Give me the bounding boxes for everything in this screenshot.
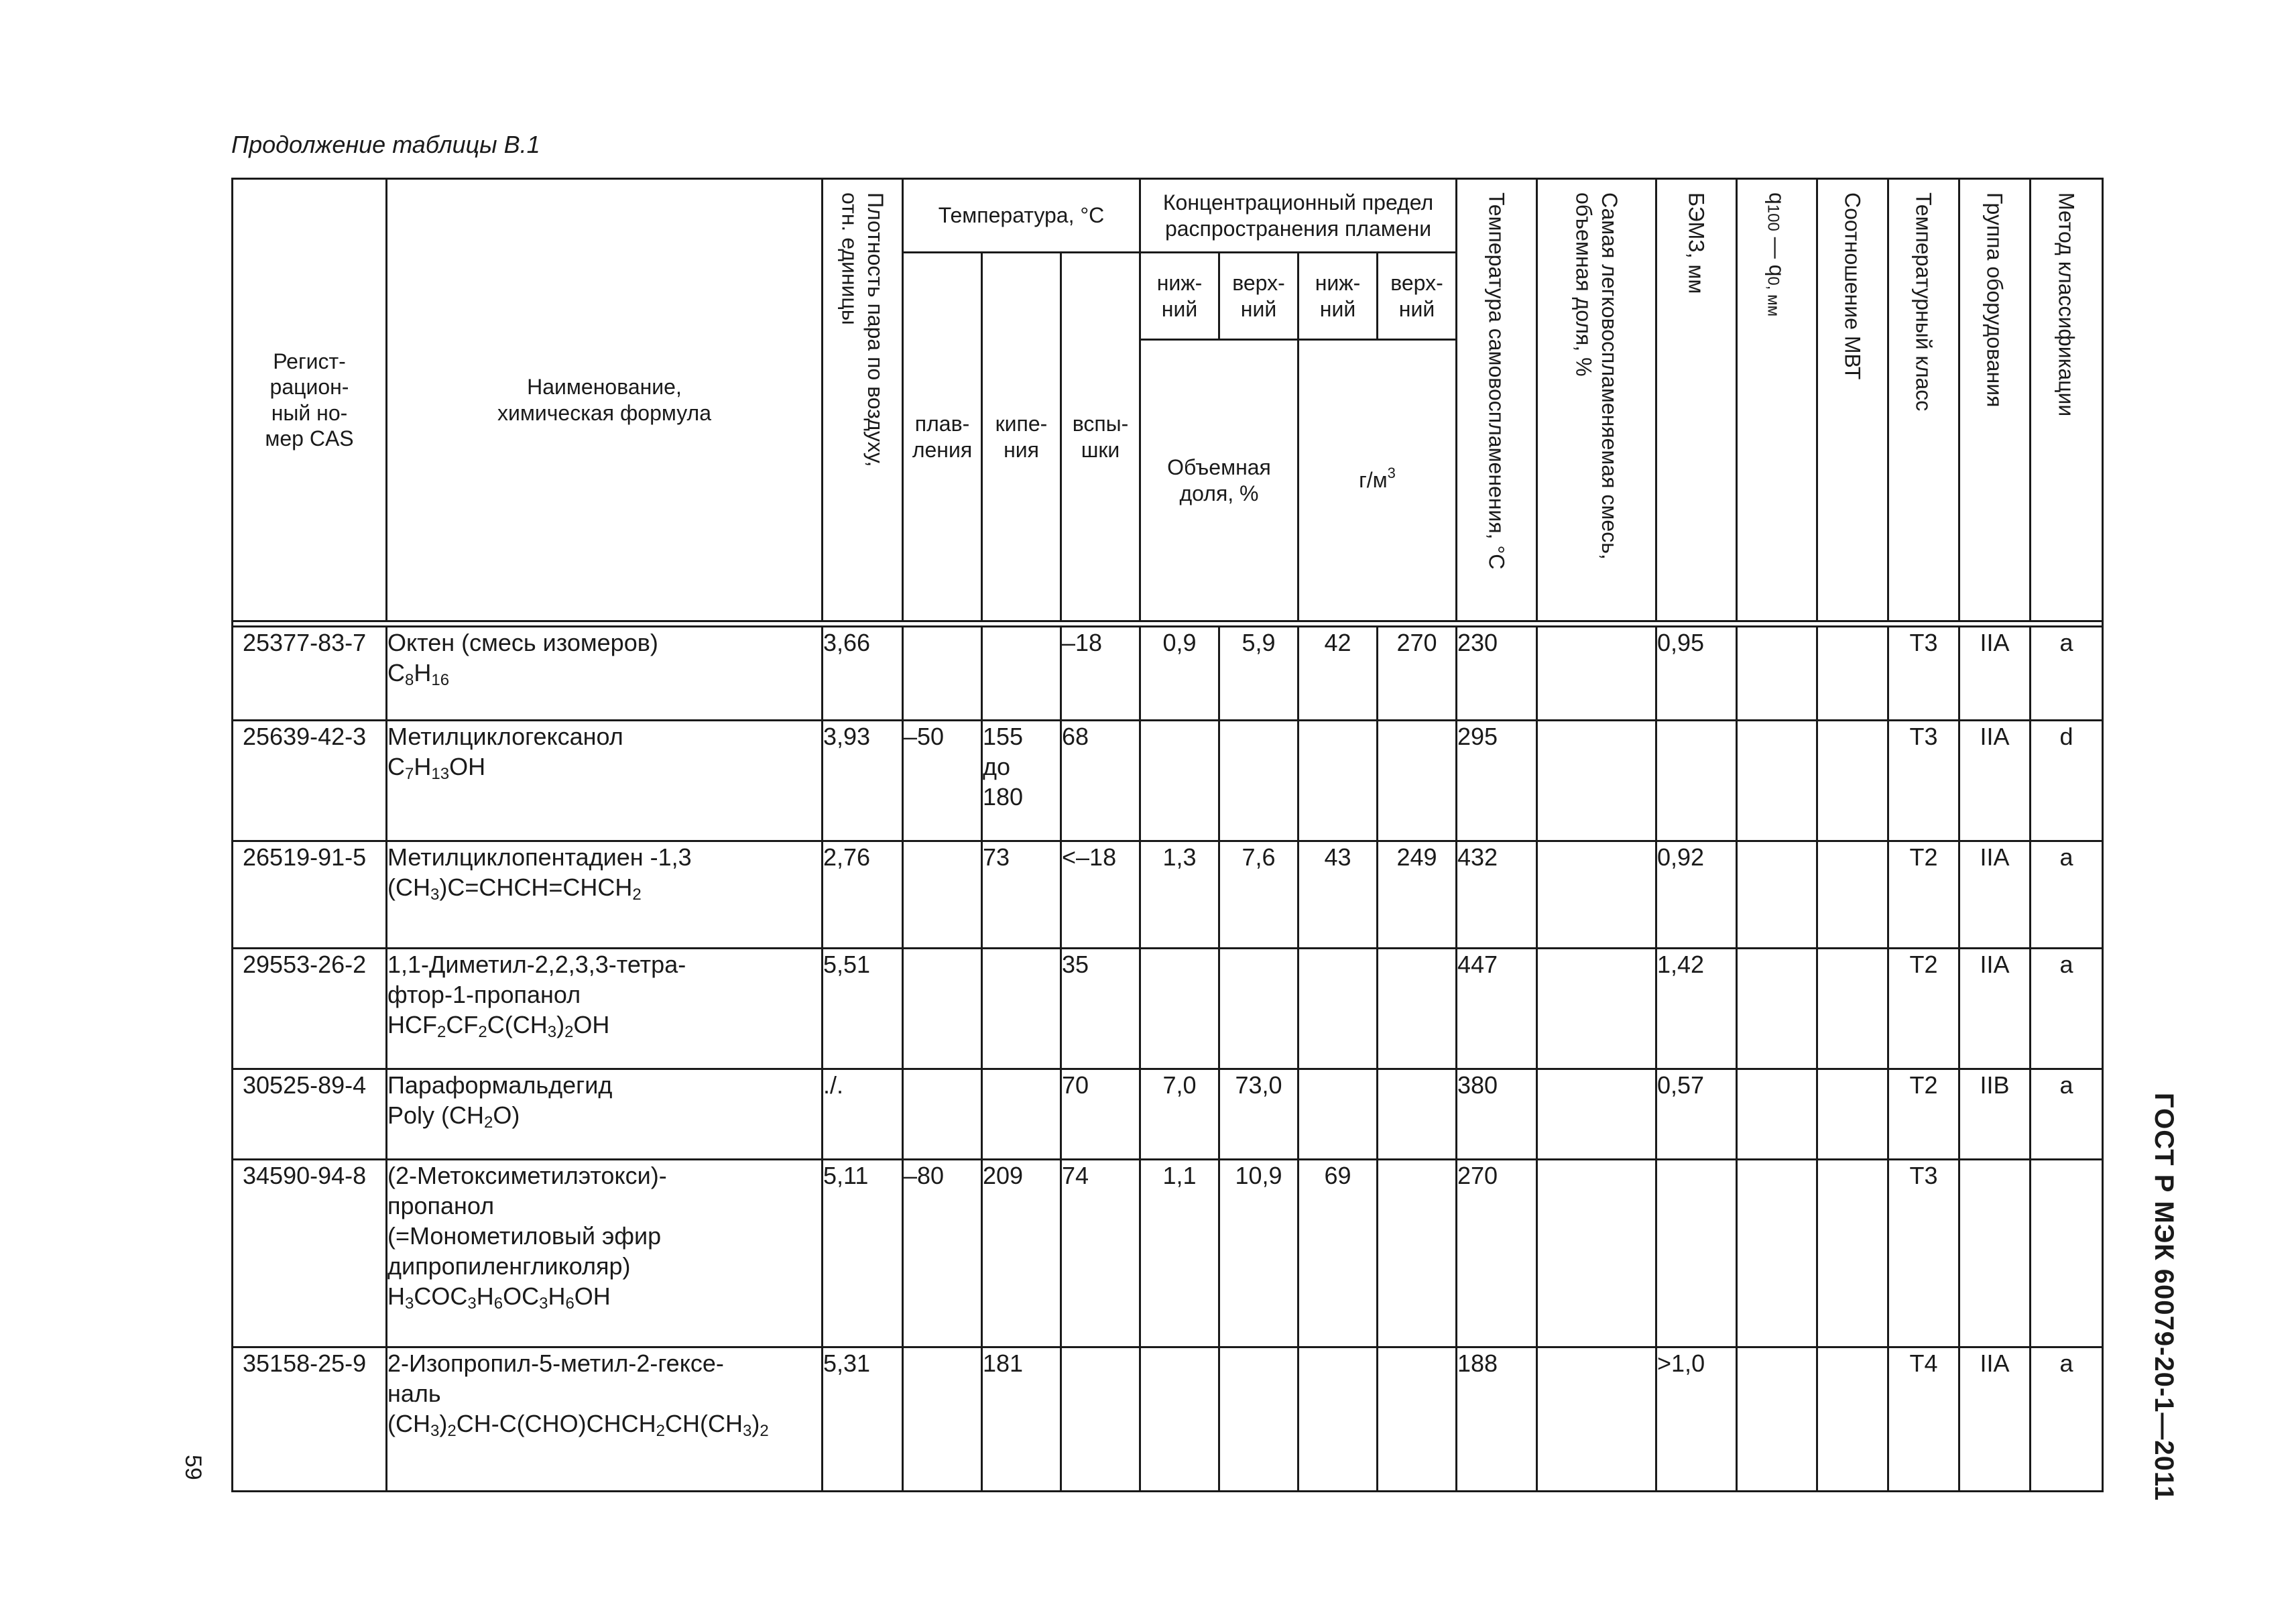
header-upper-gm3: верх- ний	[1378, 253, 1457, 340]
table-caption: Продолжение таблицы В.1	[231, 131, 540, 158]
name-line: (=Монометиловый эфир	[387, 1222, 662, 1250]
lower-gm3-cell	[1298, 721, 1378, 841]
melting-cell	[903, 841, 982, 949]
bezm-cell: 0,95	[1656, 627, 1737, 721]
header-most-flammable: Самая легковоспламеняемая смесь, объемная доля, %	[1537, 179, 1656, 621]
lower-vol-cell: 7,0	[1140, 1069, 1219, 1160]
mic-cell	[1817, 1069, 1888, 1160]
upper-gm3-cell: 270	[1378, 627, 1457, 721]
header-lower-gm3: ниж- ний	[1298, 253, 1378, 340]
melting-cell	[903, 949, 982, 1069]
name-line: 2-Изопропил-5-метил-2-гексе-	[387, 1349, 724, 1377]
lower-vol-cell: 1,1	[1140, 1160, 1219, 1347]
melting-cell	[903, 1347, 982, 1492]
boiling-cell: 181	[982, 1347, 1061, 1492]
temp-class-cell: Т3	[1888, 627, 1959, 721]
autoignition-cell: 432	[1457, 841, 1537, 949]
name-line: $C_7H_{13}OH$	[387, 753, 486, 783]
bezm-cell: >1,0	[1656, 1347, 1737, 1492]
header-flammability-limits: Концентрационный предел распространения пламени	[1140, 179, 1457, 253]
group-cell: IIA	[1959, 841, 2031, 949]
name-formula-cell	[387, 841, 823, 949]
name-line: $(CH_3)C=CHCH=CHCH_2$	[387, 874, 642, 904]
autoignition-cell: 295	[1457, 721, 1537, 841]
lower-vol-cell	[1140, 1347, 1219, 1492]
autoignition-cell: 447	[1457, 949, 1537, 1069]
table-row	[233, 1347, 2103, 1492]
boiling-cell	[982, 627, 1061, 721]
name-line: $H_3COC_3H_6OC_3H_6OH$	[387, 1282, 611, 1313]
lower-vol-cell: 1,3	[1140, 841, 1219, 949]
q-cell	[1737, 1160, 1817, 1347]
header-gm3: $г/м^3$	[1298, 340, 1457, 621]
name-line: Метилциклогексанол	[387, 723, 623, 750]
mic-cell	[1817, 949, 1888, 1069]
lower-gm3-cell: 43	[1298, 841, 1378, 949]
header-flash: вспы- шки	[1061, 253, 1140, 621]
q-cell	[1737, 1069, 1817, 1160]
header-separator	[233, 621, 2103, 627]
boiling-cell: 73	[982, 841, 1061, 949]
upper-vol-cell: 7,6	[1219, 841, 1298, 949]
header-volume-fraction: Объемная доля, %	[1140, 340, 1298, 621]
flash-cell: <–18	[1061, 841, 1140, 949]
header-q100-q0: $q_{100}$ — $q_{0, мм}$	[1737, 179, 1817, 621]
lower-vol-cell	[1140, 721, 1219, 841]
name-line: наль	[387, 1380, 441, 1407]
upper-gm3-cell	[1378, 1160, 1457, 1347]
name-formula-cell	[387, 1069, 823, 1160]
name-line: пропанол	[387, 1192, 495, 1219]
name-formula-cell	[387, 949, 823, 1069]
q-cell	[1737, 721, 1817, 841]
cas-cell: 25377-83-7	[233, 627, 387, 721]
name-formula-cell	[387, 627, 823, 721]
density-cell: 2,76	[823, 841, 903, 949]
lower-gm3-cell: 69	[1298, 1160, 1378, 1347]
header-cas: Регист- рацион- ный но- мер CAS	[233, 179, 387, 621]
flash-cell	[1061, 1347, 1140, 1492]
name-line: Метилциклопентадиен -1,3	[387, 843, 692, 871]
flash-cell: 70	[1061, 1069, 1140, 1160]
density-cell: ./.	[823, 1069, 903, 1160]
lower-gm3-cell: 42	[1298, 627, 1378, 721]
mic-cell	[1817, 627, 1888, 721]
lower-gm3-cell	[1298, 1347, 1378, 1492]
name-line: дипропиленгликоляр)	[387, 1252, 631, 1280]
upper-gm3-cell	[1378, 1347, 1457, 1492]
q-cell	[1737, 949, 1817, 1069]
density-cell: 3,66	[823, 627, 903, 721]
q-cell	[1737, 627, 1817, 721]
density-cell: 5,11	[823, 1160, 903, 1347]
cas-cell: 34590-94-8	[233, 1160, 387, 1347]
page-number: 59	[180, 1455, 206, 1480]
header-autoignition: Температура самовоспламенения, °С	[1457, 179, 1537, 621]
header-lower-vol: ниж- ний	[1140, 253, 1219, 340]
header-upper-vol: верх- ний	[1219, 253, 1298, 340]
lower-gm3-cell	[1298, 1069, 1378, 1160]
upper-vol-cell: 5,9	[1219, 627, 1298, 721]
temp-class-cell: Т3	[1888, 721, 1959, 841]
name-line: фтор-1-пропанол	[387, 981, 581, 1008]
table-row	[233, 721, 2103, 841]
flash-cell: –18	[1061, 627, 1140, 721]
header-bezm: БЭМЗ, мм	[1656, 179, 1737, 621]
mic-cell	[1817, 841, 1888, 949]
group-cell: IIB	[1959, 1069, 2031, 1160]
bezm-cell	[1656, 1160, 1737, 1347]
upper-gm3-cell	[1378, 949, 1457, 1069]
name-formula-cell	[387, 721, 823, 841]
method-cell: a	[2031, 949, 2103, 1069]
header-vapor-density: Плотность пара по воздуху, отн. единицы	[823, 179, 903, 621]
melting-cell	[903, 1069, 982, 1160]
group-cell: IIA	[1959, 949, 2031, 1069]
autoignition-cell: 188	[1457, 1347, 1537, 1492]
most-flammable-cell	[1537, 1069, 1656, 1160]
name-line: Октен (смесь изомеров)	[387, 629, 658, 656]
density-cell: 5,51	[823, 949, 903, 1069]
method-cell: d	[2031, 721, 2103, 841]
most-flammable-cell	[1537, 721, 1656, 841]
flash-cell: 35	[1061, 949, 1140, 1069]
bezm-cell: 0,92	[1656, 841, 1737, 949]
boiling-cell	[982, 1069, 1061, 1160]
most-flammable-cell	[1537, 949, 1656, 1069]
most-flammable-cell	[1537, 627, 1656, 721]
table-row	[233, 1069, 2103, 1160]
density-cell: 5,31	[823, 1347, 903, 1492]
header-name: Наименование, химическая формула	[387, 179, 823, 621]
autoignition-cell: 230	[1457, 627, 1537, 721]
group-cell: IIA	[1959, 627, 2031, 721]
substances-table	[231, 178, 2104, 1492]
bezm-cell: 1,42	[1656, 949, 1737, 1069]
cas-cell: 29553-26-2	[233, 949, 387, 1069]
upper-gm3-cell	[1378, 1069, 1457, 1160]
method-cell	[2031, 1160, 2103, 1347]
header-mic-ratio: Соотношение МВТ	[1817, 179, 1888, 621]
autoignition-cell: 380	[1457, 1069, 1537, 1160]
name-line: $(CH_3)_2CH-C(CHO)CHCH_2CH(CH_3)_2$	[387, 1410, 769, 1440]
flash-cell: 68	[1061, 721, 1140, 841]
q-cell	[1737, 1347, 1817, 1492]
name-formula-cell	[387, 1160, 823, 1347]
density-cell: 3,93	[823, 721, 903, 841]
boiling-cell: 209	[982, 1160, 1061, 1347]
upper-vol-cell: 73,0	[1219, 1069, 1298, 1160]
most-flammable-cell	[1537, 1160, 1656, 1347]
upper-vol-cell	[1219, 1347, 1298, 1492]
temp-class-cell: Т3	[1888, 1160, 1959, 1347]
upper-vol-cell	[1219, 721, 1298, 841]
most-flammable-cell	[1537, 1347, 1656, 1492]
method-cell: a	[2031, 1069, 2103, 1160]
name-line: $C_8H_{16}$	[387, 659, 450, 689]
name-formula-cell	[387, 1347, 823, 1492]
bezm-cell	[1656, 721, 1737, 841]
q-cell	[1737, 841, 1817, 949]
name-line: (2-Метоксиметилэтокси)-	[387, 1162, 667, 1189]
name-line: $HCF_2CF_2C(CH_3)_2OH$	[387, 1011, 610, 1041]
cas-cell: 26519-91-5	[233, 841, 387, 949]
lower-vol-cell	[1140, 949, 1219, 1069]
autoignition-cell: 270	[1457, 1160, 1537, 1347]
document-standard-title: ГОСТ Р МЭК 60079-20-1—2011	[2149, 1093, 2179, 1502]
header-equipment-group: Группа оборудования	[1959, 179, 2031, 621]
name-line: Параформальдегид	[387, 1071, 613, 1099]
upper-vol-cell: 10,9	[1219, 1160, 1298, 1347]
table-row	[233, 841, 2103, 949]
upper-gm3-cell: 249	[1378, 841, 1457, 949]
temp-class-cell: Т2	[1888, 1069, 1959, 1160]
name-line: 1,1-Диметил-2,2,3,3-тетра-	[387, 951, 686, 978]
lower-vol-cell: 0,9	[1140, 627, 1219, 721]
table-row	[233, 949, 2103, 1069]
most-flammable-cell	[1537, 841, 1656, 949]
melting-cell: –50	[903, 721, 982, 841]
mic-cell	[1817, 1160, 1888, 1347]
table-row	[233, 627, 2103, 721]
upper-vol-cell	[1219, 949, 1298, 1069]
header-temperature: Температура, °С	[903, 179, 1140, 253]
upper-gm3-cell	[1378, 721, 1457, 841]
table-header	[233, 179, 2103, 621]
header-method: Метод классификации	[2031, 179, 2103, 621]
cas-cell: 25639-42-3	[233, 721, 387, 841]
header-temp-class: Температурный класс	[1888, 179, 1959, 621]
cas-cell: 35158-25-9	[233, 1347, 387, 1492]
melting-cell	[903, 627, 982, 721]
temp-class-cell: Т2	[1888, 949, 1959, 1069]
method-cell: a	[2031, 627, 2103, 721]
group-cell	[1959, 1160, 2031, 1347]
cas-cell: 30525-89-4	[233, 1069, 387, 1160]
method-cell: a	[2031, 841, 2103, 949]
mic-cell	[1817, 1347, 1888, 1492]
header-boiling: кипе- ния	[982, 253, 1061, 621]
mic-cell	[1817, 721, 1888, 841]
name-line: Poly $(CH_2O)$	[387, 1101, 520, 1132]
temp-class-cell: Т2	[1888, 841, 1959, 949]
group-cell: IIA	[1959, 1347, 2031, 1492]
temp-class-cell: Т4	[1888, 1347, 1959, 1492]
table-body	[233, 621, 2103, 1492]
boiling-cell: 155 до 180	[982, 721, 1061, 841]
lower-gm3-cell	[1298, 949, 1378, 1069]
method-cell: a	[2031, 1347, 2103, 1492]
flash-cell: 74	[1061, 1160, 1140, 1347]
melting-cell: –80	[903, 1160, 982, 1347]
table-row	[233, 1160, 2103, 1347]
bezm-cell: 0,57	[1656, 1069, 1737, 1160]
group-cell: IIA	[1959, 721, 2031, 841]
header-melting: плав- ления	[903, 253, 982, 621]
boiling-cell	[982, 949, 1061, 1069]
